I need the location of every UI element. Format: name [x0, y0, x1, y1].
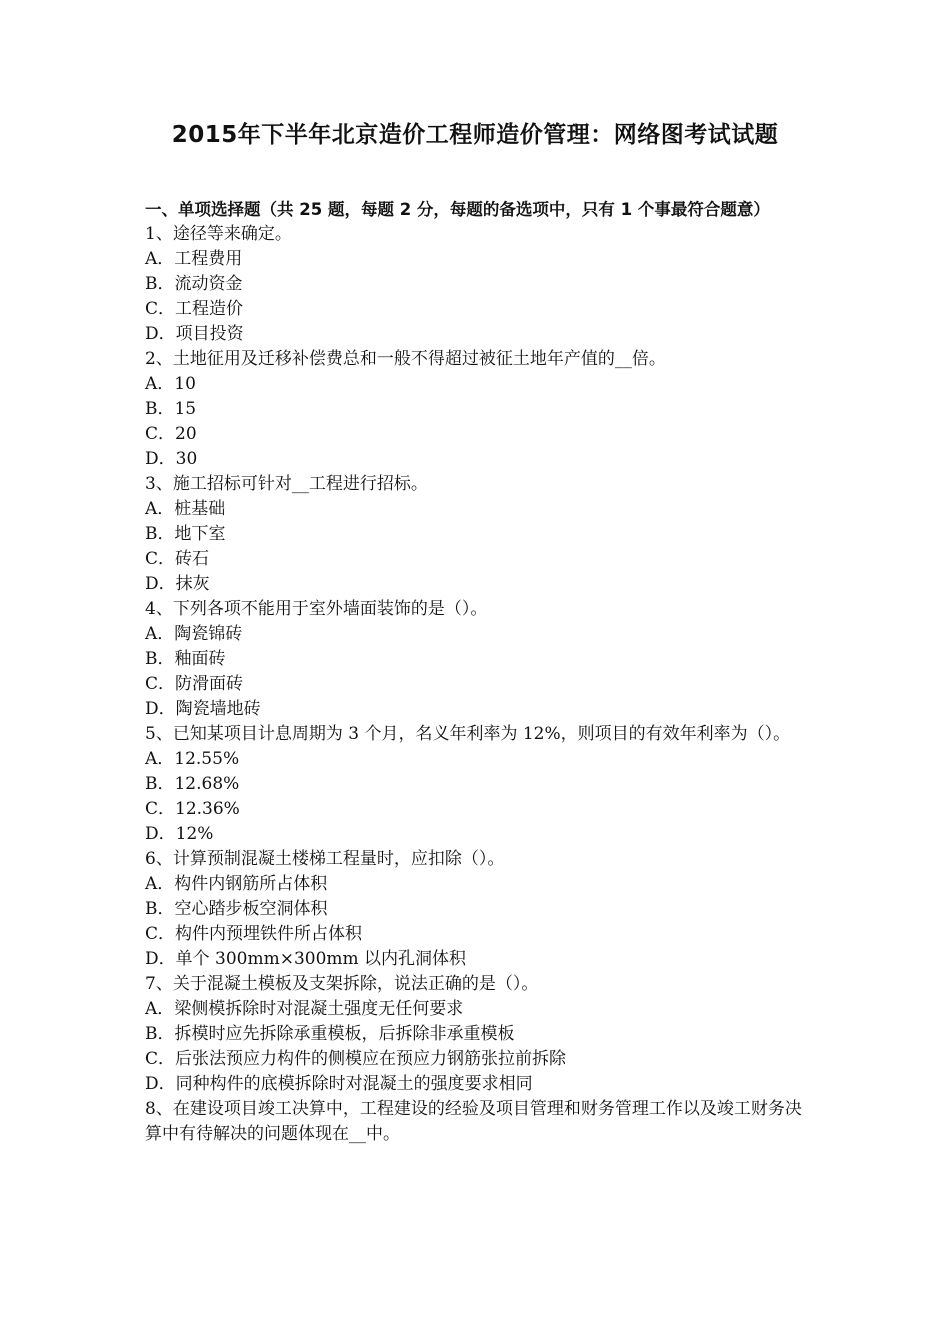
question-text: 7、关于混凝土模板及支架拆除，说法正确的是（）。	[145, 974, 539, 994]
option-a: A．构件内钢筋所占体积	[145, 874, 328, 894]
question-4	[145, 597, 810, 722]
question-2	[145, 347, 810, 472]
question-6	[145, 847, 810, 972]
option-c: C．后张法预应力构件的侧模应在预应力钢筋张拉前拆除	[145, 1049, 567, 1069]
option-d: D．项目投资	[145, 324, 244, 344]
option-d: D．陶瓷墙地砖	[145, 699, 261, 719]
question-5	[145, 722, 810, 847]
document-title: 2015年下半年北京造价工程师造价管理：网络图考试试题	[171, 122, 779, 148]
question-text: 3、施工招标可针对__工程进行招标。	[145, 474, 428, 494]
question-3	[145, 472, 810, 597]
question-text: 2、土地征用及迁移补偿费总和一般不得超过被征土地年产值的__倍。	[145, 349, 666, 369]
option-a: A．10	[145, 374, 196, 394]
option-c: C．砖石	[145, 549, 210, 569]
option-d: D．同种构件的底模拆除时对混凝土的强度要求相同	[145, 1074, 533, 1094]
question-8	[145, 1097, 810, 1147]
option-c: C．工程造价	[145, 299, 244, 319]
option-c: C．防滑面砖	[145, 674, 244, 694]
option-a: A．桩基础	[145, 499, 226, 519]
option-a: A．梁侧模拆除时对混凝土强度无任何要求	[145, 999, 464, 1019]
question-text: 6、计算预制混凝土楼梯工程量时，应扣除（）。	[145, 849, 505, 869]
option-d: D．抹灰	[145, 574, 210, 594]
question-text: 1、途径等来确定。	[145, 224, 292, 244]
option-a: A．工程费用	[145, 249, 243, 269]
option-d: D．12%	[145, 824, 214, 844]
option-d: D．30	[145, 449, 198, 469]
option-d: D．单个 300mm×300mm 以内孔洞体积	[145, 949, 467, 969]
option-b: B．釉面砖	[145, 649, 226, 669]
question-7	[145, 972, 810, 1097]
question-text: 4、下列各项不能用于室外墙面装饰的是（）。	[145, 599, 488, 619]
document-body	[145, 197, 810, 1147]
option-b: B．空心踏步板空洞体积	[145, 899, 328, 919]
option-c: C．构件内预埋铁件所占体积	[145, 924, 363, 944]
option-c: C．12.36%	[145, 799, 240, 819]
section-heading: 一、单项选择题（共 25 题，每题 2 分，每题的备选项中，只有 1 个事最符合题意）	[145, 200, 770, 219]
option-b: B．12.68%	[145, 774, 240, 794]
option-b: B．流动资金	[145, 274, 243, 294]
question-text: 8、在建设项目竣工决算中，工程建设的经验及项目管理和财务管理工作以及竣工财务决算中有待解决的问题体现在__中。	[145, 1099, 802, 1144]
option-b: B．地下室	[145, 524, 226, 544]
option-a: A．陶瓷锦砖	[145, 624, 243, 644]
option-b: B．15	[145, 399, 197, 419]
question-text: 5、已知某项目计息周期为 3 个月，名义年利率为 12%，则项目的有效年利率为（）。	[145, 724, 791, 744]
option-c: C．20	[145, 424, 197, 444]
option-a: A．12.55%	[145, 749, 240, 769]
option-b: B．拆模时应先拆除承重模板，后拆除非承重模板	[145, 1024, 515, 1044]
question-1	[145, 222, 810, 347]
